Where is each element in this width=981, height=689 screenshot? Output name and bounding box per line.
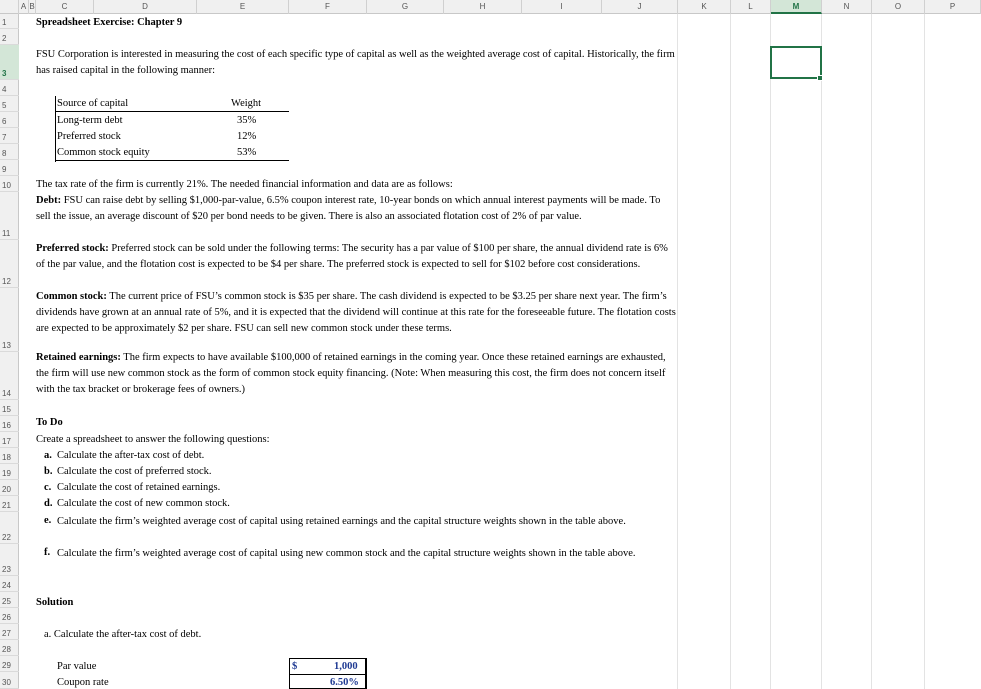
column-header-m[interactable]: M: [771, 0, 822, 14]
debt-label: Debt:: [36, 195, 62, 206]
column-header-c[interactable]: C: [36, 0, 94, 14]
currency-symbol: $: [292, 661, 298, 672]
par-value-input[interactable]: 1,000: [334, 661, 358, 672]
sheet-title: Spreadsheet Exercise: Chapter 9: [36, 17, 183, 28]
row-header-17[interactable]: 17: [0, 432, 19, 448]
todo-item-text: Calculate the firm’s weighted average cost of capital using new common stock and the capital structure weights shown in the table above.: [57, 548, 636, 559]
column-header-n[interactable]: N: [822, 0, 872, 14]
column-header-f[interactable]: F: [289, 0, 367, 14]
weights-source: Preferred stock: [57, 131, 121, 142]
row-header-24[interactable]: 24: [0, 576, 19, 592]
column-header-p[interactable]: P: [925, 0, 981, 14]
intro-paragraph: FSU Corporation is interested in measuring the cost of each specific type of capital as well as the weighted average cost of capital. Historically, the firm has raised capital in the following manner:: [36, 49, 675, 76]
solution-part-a: a. Calculate the after-tax cost of debt.: [44, 629, 202, 640]
solution-heading: Solution: [36, 597, 74, 608]
retained-text: The firm expects to have available $100,000 of retained earnings in the coming year. Once these retained earnings are exhausted, the firm will use new common stock as the form of common stock equity financing. (Note: When measuring this cost, the firm does not concern itself with the tax bracket or brokerage fees of owners.): [36, 352, 666, 395]
debt-text: FSU can raise debt by selling $1,000-par-value, 6.5% coupon interest rate, 10-year bonds on which annual interest payments will be made. To sell the issue, an average discount of $20 per bond needs to be given. There is also an associated flotation cost of 2% of par value.: [36, 195, 661, 222]
preferred-label: Preferred stock:: [36, 243, 109, 254]
weights-source: Long-term debt: [57, 115, 123, 126]
column-header-d[interactable]: D: [94, 0, 197, 14]
column-header-j[interactable]: J: [602, 0, 678, 14]
todo-letter: c.: [44, 482, 52, 493]
weights-header-source: Source of capital: [57, 98, 129, 109]
row-header-12[interactable]: 12: [0, 240, 19, 288]
row-header-5[interactable]: 5: [0, 96, 19, 112]
column-header-a[interactable]: A: [19, 0, 29, 14]
row-header-27[interactable]: 27: [0, 624, 19, 640]
weights-header-weight: Weight: [231, 98, 262, 109]
retained-paragraph: [36, 350, 676, 398]
active-cell-m3[interactable]: [770, 46, 822, 79]
todo-heading: To Do: [36, 417, 63, 428]
todo-item-text: Calculate the cost of preferred stock.: [57, 466, 212, 477]
row-header-2[interactable]: 2: [0, 29, 19, 45]
column-header-e[interactable]: E: [197, 0, 289, 14]
row-header-9[interactable]: 9: [0, 160, 19, 176]
row-header-16[interactable]: 16: [0, 416, 19, 432]
column-header-i[interactable]: I: [522, 0, 602, 14]
row-header-7[interactable]: 7: [0, 128, 19, 144]
coupon-rate-input[interactable]: 6.50%: [330, 677, 359, 688]
weights-value: 35%: [237, 115, 257, 126]
row-header-22[interactable]: 22: [0, 512, 19, 544]
row-header-8[interactable]: 8: [0, 144, 19, 160]
column-header-h[interactable]: H: [444, 0, 522, 14]
row-header-1[interactable]: 1: [0, 14, 19, 29]
common-text: The current price of FSU’s common stock is $35 per share. The cash dividend is expected to be $3.25 per share next year. The firm’s dividends have grown at an annual rate of 5%, and it is expected that the dividend will continue at this rate for the foreseeable future. The flotation costs are expected to be approximately $2 per share. FSU can sell new common stock under these terms.: [36, 291, 676, 334]
row-header-10[interactable]: 10: [0, 176, 19, 192]
debt-paragraph: [36, 193, 676, 225]
todo-letter: d.: [44, 498, 53, 509]
row-header-3[interactable]: 3: [0, 45, 19, 80]
row-header-13[interactable]: 13: [0, 288, 19, 352]
solution-row-label: Coupon rate: [57, 677, 109, 688]
weights-value: 53%: [237, 147, 257, 158]
select-all-corner[interactable]: [0, 0, 19, 14]
todo-letter: f.: [44, 547, 51, 558]
todo-letter: e.: [44, 515, 52, 526]
column-header-bar: [0, 0, 981, 14]
row-header-23[interactable]: 23: [0, 544, 19, 576]
row-header-26[interactable]: 26: [0, 608, 19, 624]
row-header-4[interactable]: 4: [0, 80, 19, 96]
row-header-15[interactable]: 15: [0, 400, 19, 416]
todo-intro: Create a spreadsheet to answer the following questions:: [36, 434, 270, 445]
row-header-28[interactable]: 28: [0, 640, 19, 656]
column-header-k[interactable]: K: [678, 0, 731, 14]
row-header-bar: [0, 14, 19, 689]
todo-letter: b.: [44, 466, 53, 477]
row-header-29[interactable]: 29: [0, 656, 19, 672]
column-header-b[interactable]: B: [29, 0, 36, 14]
preferred-paragraph: [36, 241, 676, 273]
column-header-l[interactable]: L: [731, 0, 771, 14]
todo-item-text: Calculate the firm’s weighted average cost of capital using retained earnings and the capital structure weights shown in the table above.: [57, 516, 626, 527]
todo-item-text: Calculate the after-tax cost of debt.: [57, 450, 205, 461]
weights-source: Common stock equity: [57, 147, 150, 158]
todo-item-text: Calculate the cost of retained earnings.: [57, 482, 221, 493]
todo-letter: a.: [44, 450, 52, 461]
row-header-21[interactable]: 21: [0, 496, 19, 512]
row-header-14[interactable]: 14: [0, 352, 19, 400]
row-header-30[interactable]: 30: [0, 672, 19, 689]
row-header-19[interactable]: 19: [0, 464, 19, 480]
retained-label: Retained earnings:: [36, 352, 121, 363]
weights-row: [55, 145, 289, 161]
tax-rate-line: The tax rate of the firm is currently 21%. The needed financial information and data are as follows:: [36, 179, 453, 190]
todo-item-text: Calculate the cost of new common stock.: [57, 498, 230, 509]
solution-row-label: Par value: [57, 661, 97, 672]
common-paragraph: [36, 289, 676, 337]
weights-row: [55, 129, 289, 145]
row-header-18[interactable]: 18: [0, 448, 19, 464]
common-label: Common stock:: [36, 291, 107, 302]
row-header-20[interactable]: 20: [0, 480, 19, 496]
row-header-11[interactable]: 11: [0, 192, 19, 240]
column-header-g[interactable]: G: [367, 0, 444, 14]
preferred-text: Preferred stock can be sold under the following terms: The security has a par value of $100 per share, the annual dividend rate is 6% of the par value, and the flotation cost is expected to be $4 per share. The preferred stock is expected to sell for $102 before cost considerations.: [36, 243, 668, 270]
weights-row: [55, 113, 289, 129]
row-header-6[interactable]: 6: [0, 112, 19, 128]
weights-value: 12%: [237, 131, 257, 142]
column-header-o[interactable]: O: [872, 0, 925, 14]
row-header-25[interactable]: 25: [0, 592, 19, 608]
fill-handle[interactable]: [817, 75, 823, 81]
